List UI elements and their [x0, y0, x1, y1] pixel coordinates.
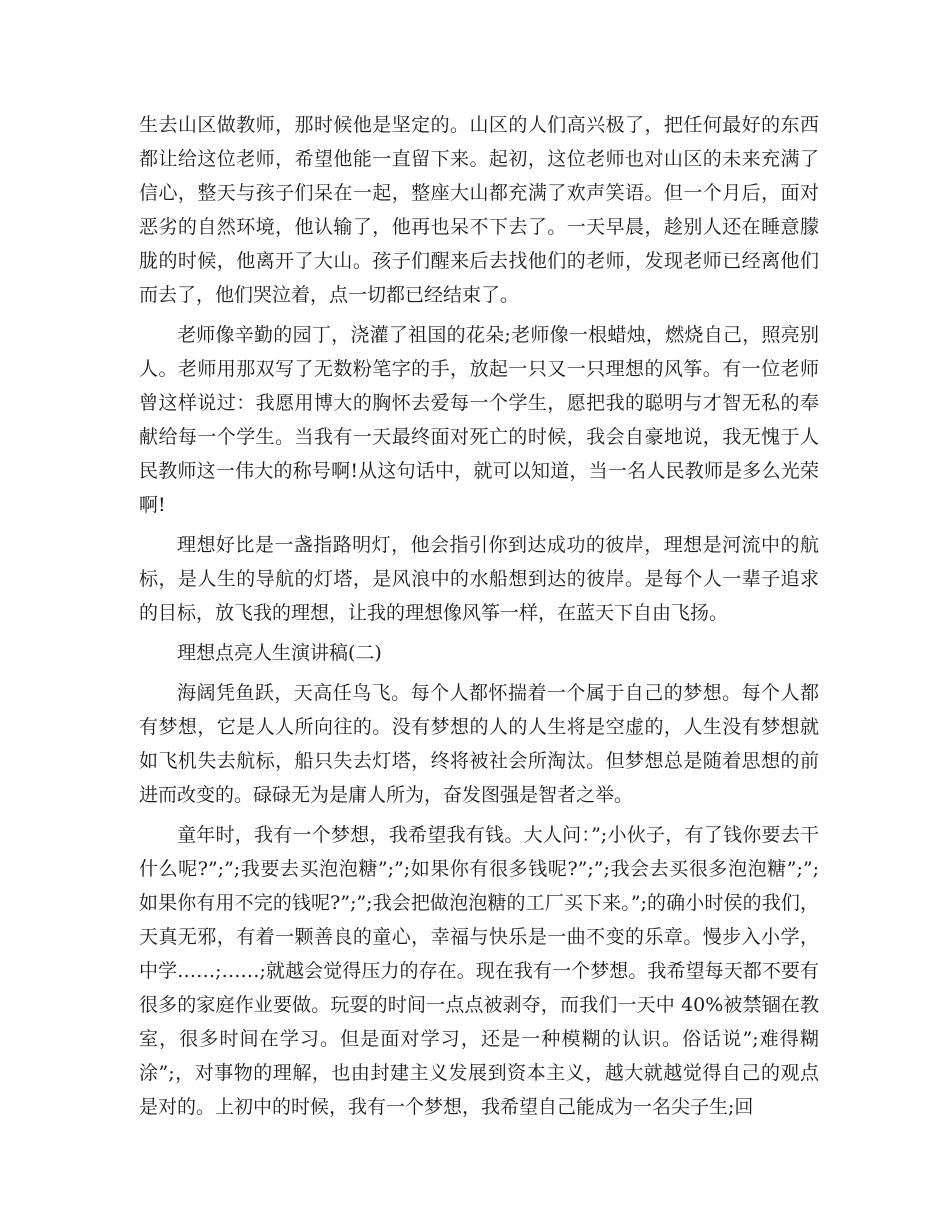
paragraph-4: 海阔凭鱼跃，天高任鸟飞。每个人都怀揣着一个属于自己的梦想。每个人都有梦想，它是人人所向往的。没有梦想的人的人生将是空虚的，人生没有梦想就如飞机失去航标，船只失去灯塔，终将被社会所淘汰。但梦想总是随着思想的前进而改变的。碌碌无为是庸人所为，奋发图强是智者之举。 [139, 682, 819, 806]
paragraph-3: 理想好比是一盏指路明灯，他会指引你到达成功的彼岸，理想是河流中的航标，是人生的导航的灯塔，是风浪中的水船想到达的彼岸。是每个人一辈子追求的目标，放飞我的理想，让我的理想像风筝一样，在蓝天下自由飞扬。 [139, 534, 819, 624]
paragraph-2: 老师像辛勤的园丁，浇灌了祖国的花朵;老师像一根蜡烛，燃烧自己，照亮别人。老师用那双写了无数粉笔字的手，放起一只又一只理想的风筝。有一位老师曾这样说过：我愿用博大的胸怀去爱每一个学生，愿把我的聪明与才智无私的奉献给每一个学生。当我有一天最终面对死亡的时候，我会自豪地说，我无愧于人民教师这一伟大的称号啊!从这句话中，就可以知道，当一名人民教师是多么光荣啊! [139, 324, 819, 516]
section-heading: 理想点亮人生演讲稿(二) [177, 642, 382, 664]
paragraph-1: 生去山区做教师，那时候他是坚定的。山区的人们高兴极了，把任何最好的东西都让给这位老师，希望他能一直留下来。起初，这位老师也对山区的未来充满了信心，整天与孩子们呆在一起，整座大山都充满了欢声笑语。但一个月后，面对恶劣的自然环境，他认输了，他再也呆不下去了。一天早晨，趁别人还在睡意朦胧的时候，他离开了大山。孩子们醒来后去找他们的老师，发现老师已经离他们而去了，他们哭泣着，点一切都已经结束了。 [139, 114, 819, 306]
document-page [139, 108, 819, 1130]
paragraph-5: 童年时，我有一个梦想，我希望我有钱。大人问：”;小伙子，有了钱你要去干什么呢?”;”;我要去买泡泡糖”;”;如果你有很多钱呢?”;”;我会去买很多泡泡糖”;”;如果你有用不完的钱呢?”;”;我会把做泡泡糖的工厂买下来。”;的确小时侯的我们，天真无邪，有着一颗善良的童心，幸福与快乐是一曲不变的乐章。慢步入小学，中学……;……;就越会觉得压力的存在。现在我有一个梦想。我希望每天都不要有很多的家庭作业要做。玩耍的时间一点点被剥夺，而我们一天中 40%被禁锢在教室，很多时间在学习。但是面对学习，还是一种模糊的认识。俗话说”;难得糊涂”;，对事物的理解，也由封建主义发展到资本主义，越大就越觉得自己的观点是对的。上初中的时候，我有一个梦想，我希望自己能成为一名尖子生;回 [139, 824, 819, 1118]
